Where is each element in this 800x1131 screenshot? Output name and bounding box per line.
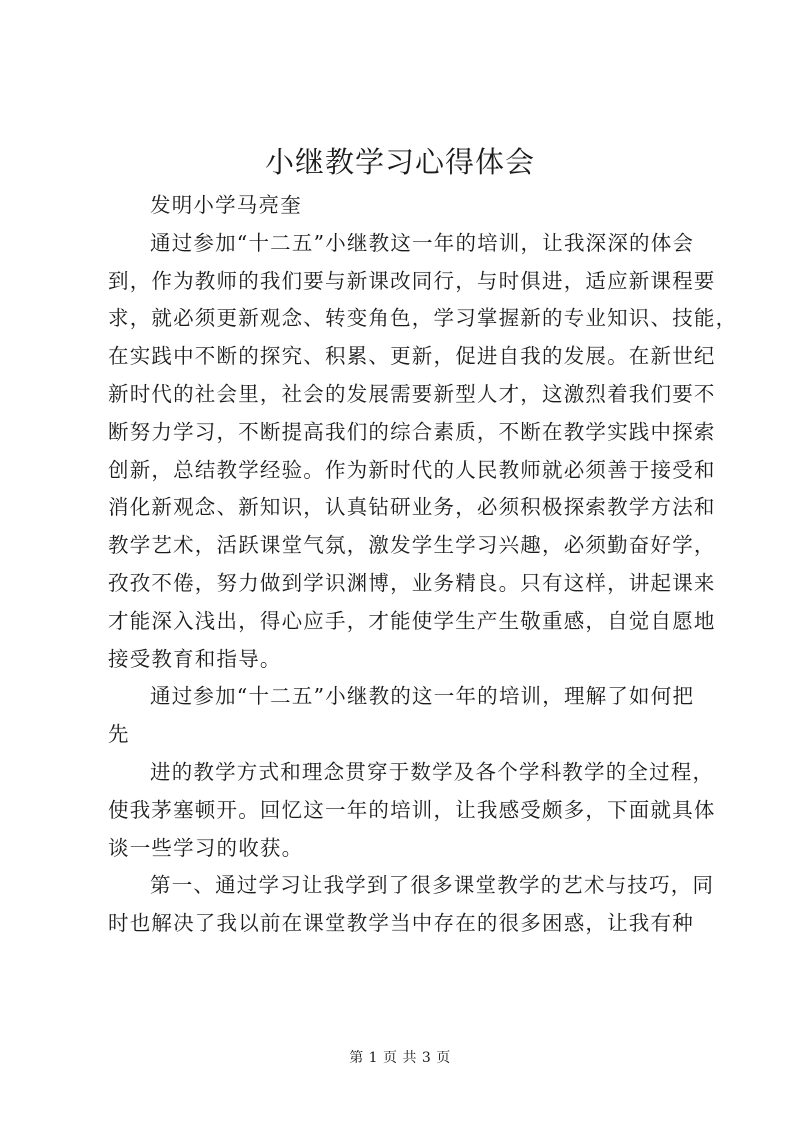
- text-line: 时也解决了我以前在课堂教学当中存在的很多困惑，让我有种: [108, 911, 694, 936]
- text-line: 接受教育和指导。: [108, 646, 282, 671]
- text-line: 谈一些学习的收获。: [108, 835, 304, 860]
- text-line: 使我茅塞顿开。回忆这一年的培训，让我感受颇多，下面就具体: [108, 797, 716, 822]
- text-line: 教学艺术，活跃课堂气氛，激发学生学习兴趣，必须勤奋好学，: [108, 533, 716, 558]
- text-line: 才能深入浅出，得心应手，才能使学生产生敬重感，自觉自愿地: [108, 608, 716, 633]
- text-line: 孜孜不倦，努力做到学识渊博，业务精良。只有这样，讲起课来: [108, 570, 716, 595]
- text-line: 在实践中不断的探究、积累、更新，促进自我的发展。在新世纪: [108, 344, 716, 369]
- text-line: 到，作为教师的我们要与新课改同行，与时俱进，适应新课程要: [108, 268, 716, 293]
- text-line: 通过参加“十二五”小继教的这一年的培训，理解了如何把: [150, 684, 695, 709]
- text-line: 进的教学方式和理念贯穿于数学及各个学科教学的全过程，: [150, 759, 715, 784]
- document-body: [108, 187, 738, 943]
- page-footer: 第 1 页 共 3 页: [349, 1050, 451, 1066]
- text-line: 新时代的社会里，社会的发展需要新型人才，这激烈着我们要不: [108, 381, 716, 406]
- text-line: 先: [108, 722, 130, 747]
- text-line: 断努力学习，不断提高我们的综合素质，不断在教学实践中探索: [108, 419, 716, 444]
- text-line: 求，就必须更新观念、转变角色，学习掌握新的专业知识、技能，: [108, 306, 738, 331]
- text-line: 创新，总结教学经验。作为新时代的人民教师就必须善于接受和: [108, 457, 716, 482]
- paragraph-lines: [108, 225, 738, 943]
- text-line: 消化新观念、新知识，认真钻研业务，必须积极探索教学方法和: [108, 495, 716, 520]
- page-title: 小继教学习心得体会: [264, 145, 535, 179]
- author-line: 发明小学马亮奎: [150, 193, 302, 217]
- text-line: 第一、通过学习让我学到了很多课堂教学的艺术与技巧，同: [150, 873, 715, 898]
- text-line: 通过参加“十二五”小继教这一年的培训，让我深深的体会: [150, 230, 695, 255]
